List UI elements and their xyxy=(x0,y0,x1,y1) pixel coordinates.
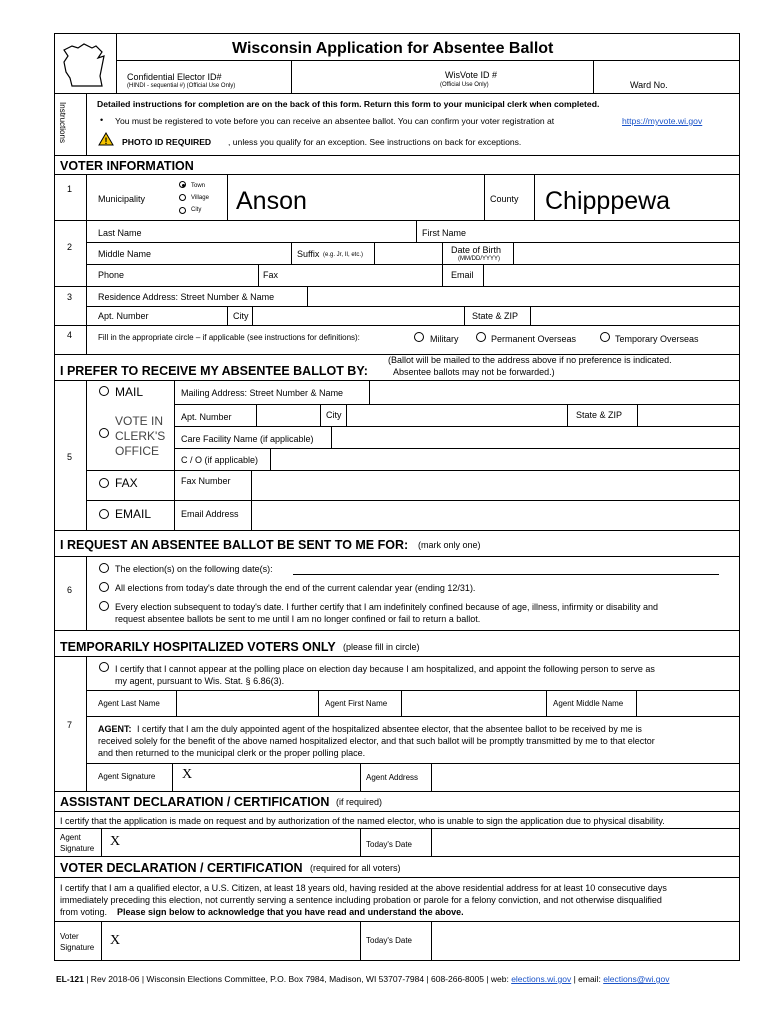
voter-signature-x[interactable]: X xyxy=(110,933,121,948)
agent-text-a: I certify that I am the duly appointed agent of the hospitalized absentee elector, that the absentee ballot to be received by me is xyxy=(137,724,642,734)
instructions-side-label: Instructions xyxy=(57,102,67,143)
voter-date-label: Today's Date xyxy=(366,936,412,945)
confidential-id-label: Confidential Elector ID# xyxy=(127,72,222,82)
fax-number-label: Fax Number xyxy=(181,476,231,486)
suffix-label: Suffix xyxy=(297,249,320,259)
agent-signature-x[interactable]: X xyxy=(182,767,193,782)
voter-decl-heading: VOTER DECLARATION / CERTIFICATION xyxy=(60,861,303,875)
clerks-label: CLERK'S xyxy=(115,429,166,443)
mailing-address-label: Mailing Address: Street Number & Name xyxy=(181,388,344,398)
instructions-line1: Detailed instructions for completion are on the back of this form. Return this form to your municipal clerk when completed. xyxy=(97,99,600,109)
voter-decl-text-a: I certify that I am a qualified elector, a U.S. Citizen, at least 18 years old, having resided at the above residential address for at least 10 consecutive days xyxy=(60,883,667,893)
fill-circle-label: Fill in the appropriate circle – if applicable (see instructions for definitions): xyxy=(98,333,360,342)
photo-id-rest: , unless you qualify for an exception. See instructions on back for exceptions. xyxy=(228,137,522,147)
hospital-heading-note: (please fill in circle) xyxy=(343,642,420,652)
temporary-overseas-radio[interactable] xyxy=(600,332,610,342)
voter-sig-a: Voter xyxy=(60,932,79,941)
row-1: 1 xyxy=(67,184,73,194)
email-link[interactable]: elections@wi.gov xyxy=(603,974,670,984)
city-radio[interactable] xyxy=(179,207,186,214)
request-opt1: The election(s) on the following date(s): xyxy=(115,564,273,574)
request-heading-note: (mark only one) xyxy=(418,540,481,550)
hospital-certify-radio[interactable] xyxy=(99,662,109,672)
prefer-note-2: Absentee ballots may not be forwarded.) xyxy=(393,367,555,377)
prefer-note-1: (Ballot will be mailed to the address above if no preference is indicated. xyxy=(388,355,672,365)
temporary-label: Temporary Overseas xyxy=(615,334,699,344)
dob-sub: (MM/DD/YYYY) xyxy=(458,256,500,262)
request-opt2: All elections from today's date through the end of the current calendar year (ending 12/31). xyxy=(115,583,476,593)
voter-decl-text-b: immediately preceding this election, not currently serving a sentence including probation or parole for a felony conviction, and not otherwise disqualified xyxy=(60,895,662,905)
prefer-apt-label: Apt. Number xyxy=(181,412,232,422)
care-facility-label: Care Facility Name (if applicable) xyxy=(181,434,314,444)
form-code: EL-121 xyxy=(56,974,84,984)
wisvote-sub: (Official Use Only) xyxy=(440,82,489,88)
voter-sig-b: Signature xyxy=(60,943,95,952)
vote-in-label: VOTE IN xyxy=(115,414,164,428)
city-field-label: City xyxy=(233,311,249,321)
calendar-year-radio[interactable] xyxy=(99,582,109,592)
svg-text:!: ! xyxy=(104,136,108,146)
clerk-office-radio[interactable] xyxy=(99,428,109,438)
bullet: • xyxy=(100,115,104,125)
ward-label: Ward No. xyxy=(630,80,668,90)
assistant-sig-a: Agent xyxy=(60,833,81,842)
wisvote-label: WisVote ID # xyxy=(445,70,498,80)
apt-label: Apt. Number xyxy=(98,311,149,321)
voter-decl-text-c: from voting. xyxy=(60,907,108,917)
last-name-label: Last Name xyxy=(98,228,142,238)
town-radio[interactable] xyxy=(179,181,186,188)
dob-label: Date of Birth xyxy=(451,245,502,255)
office-label: OFFICE xyxy=(115,444,159,458)
row-6: 6 xyxy=(67,585,73,595)
instructions-line2: You must be registered to vote before you can receive an absentee ballot. You can confirm your voter registration at xyxy=(115,116,555,126)
military-label: Military xyxy=(430,334,459,344)
suffix-sub: (e.g. Jr, II, etc.) xyxy=(323,252,364,258)
hospital-certify-b: my agent, pursuant to Wis. Stat. § 6.86(3). xyxy=(115,676,285,686)
photo-id-bold: PHOTO ID REQUIRED xyxy=(122,137,212,147)
request-heading: I REQUEST AN ABSENTEE BALLOT BE SENT TO ME FOR: xyxy=(60,538,409,552)
dates-radio[interactable] xyxy=(99,563,109,573)
row-2: 2 xyxy=(67,242,73,252)
first-name-label: First Name xyxy=(422,228,467,238)
email-radio[interactable] xyxy=(99,509,109,519)
state-zip-label: State & ZIP xyxy=(472,311,519,321)
request-opt3b: request absentee ballots be sent to me until I am no longer confined or fail to return a ballot. xyxy=(115,614,481,624)
village-radio[interactable] xyxy=(179,194,186,201)
request-opt3a: Every election subsequent to today's date. I further certify that I am indefinitely confined because of age, illness, infirmity or disability and xyxy=(115,602,659,612)
email-address-label: Email Address xyxy=(181,509,239,519)
town-label: Town xyxy=(191,183,206,189)
row-7: 7 xyxy=(67,720,73,730)
agent-address-label: Agent Address xyxy=(366,773,419,782)
fax-label: Fax xyxy=(263,270,279,280)
form-title: Wisconsin Application for Absentee Ballot xyxy=(232,40,554,57)
voter-info-heading: VOTER INFORMATION xyxy=(60,159,194,173)
permanent-label: Permanent Overseas xyxy=(491,334,577,344)
email-label: Email xyxy=(451,270,474,280)
co-label: C / O (if applicable) xyxy=(181,455,259,465)
agent-text-b: received solely for the benefit of the above named hospitalized elector, and that such ballot will be promptly transmitted by me to that elector xyxy=(98,736,655,746)
web-link[interactable]: elections.wi.gov xyxy=(511,974,572,984)
assistant-date-label: Today's Date xyxy=(366,840,412,849)
agent-text-c: and then returned to the municipal clerk or the proper polling place. xyxy=(98,748,366,758)
assistant-sig-b: Signature xyxy=(60,844,95,853)
mail-label: MAIL xyxy=(115,385,144,399)
assistant-text: I certify that the application is made on request and by authorization of the named elector, who is unable to sign the application due to physical disability. xyxy=(60,816,665,826)
agent-middle-label: Agent Middle Name xyxy=(553,699,624,708)
fax-option-label: FAX xyxy=(115,476,138,490)
email-option-label: EMAIL xyxy=(115,507,152,521)
row-5: 5 xyxy=(67,452,73,462)
prefer-city-label: City xyxy=(326,410,342,420)
prefer-heading: I PREFER TO RECEIVE MY ABSENTEE BALLOT BY: xyxy=(60,364,368,378)
municipality-value[interactable]: Anson xyxy=(236,187,307,215)
assistant-heading-note: (if required) xyxy=(336,797,383,807)
mail-radio[interactable] xyxy=(99,386,109,396)
assistant-signature-x[interactable]: X xyxy=(110,834,121,849)
myvote-link[interactable]: https://myvote.wi.gov xyxy=(622,116,703,126)
hospital-heading: TEMPORARILY HOSPITALIZED VOTERS ONLY xyxy=(60,640,336,654)
indefinite-radio[interactable] xyxy=(99,601,109,611)
agent-signature-label: Agent Signature xyxy=(98,772,156,781)
military-radio[interactable] xyxy=(414,332,424,342)
hospital-certify-a: I certify that I cannot appear at the polling place on election day because I am hospitalized, and appoint the following person to serve as xyxy=(115,664,655,674)
footer-rev: | Rev 2018-06 | Wisconsin Elections Committee, P.O. Box 7984, Madison, WI 53707-7984 | 608-266-8005 | web: xyxy=(83,974,509,984)
confidential-id-sub: (HINDI - sequential #) (Official Use Only) xyxy=(127,83,236,89)
middle-name-label: Middle Name xyxy=(98,249,152,259)
warning-icon xyxy=(98,132,114,146)
dates-line[interactable] xyxy=(293,574,719,575)
row-3: 3 xyxy=(67,292,73,302)
phone-label: Phone xyxy=(98,270,125,280)
wisconsin-map-icon xyxy=(58,36,116,94)
agent-last-label: Agent Last Name xyxy=(98,699,160,708)
city-label: City xyxy=(191,207,202,213)
municipality-label: Municipality xyxy=(98,194,146,204)
residence-label: Residence Address: Street Number & Name xyxy=(98,292,275,302)
row-4: 4 xyxy=(67,330,73,340)
permanent-overseas-radio[interactable] xyxy=(476,332,486,342)
footer-email-label: | email: xyxy=(571,974,601,984)
assistant-heading: ASSISTANT DECLARATION / CERTIFICATION xyxy=(60,795,330,809)
voter-decl-text-bold: Please sign below to acknowledge that you have read and understand the above. xyxy=(117,907,464,917)
voter-decl-heading-note: (required for all voters) xyxy=(310,863,401,873)
agent-bold: AGENT: xyxy=(98,724,132,734)
prefer-state-zip-label: State & ZIP xyxy=(576,410,623,420)
county-value[interactable]: Chipppewa xyxy=(545,187,671,215)
county-label: County xyxy=(490,194,519,204)
fax-radio[interactable] xyxy=(99,478,109,488)
agent-first-label: Agent First Name xyxy=(325,699,388,708)
village-label: Village xyxy=(191,195,209,201)
footer xyxy=(56,974,669,984)
